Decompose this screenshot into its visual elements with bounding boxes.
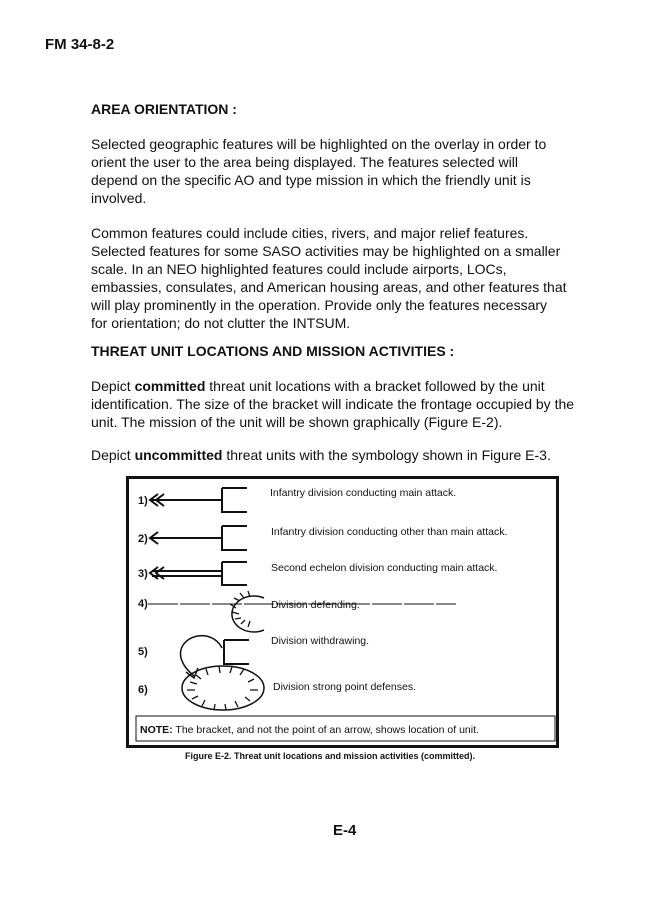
item-number: 3) (138, 568, 148, 580)
note-label: NOTE: (140, 724, 173, 736)
main-attack-arrow-icon (150, 488, 247, 512)
text: threat units with the symbology shown in Figure E-3. (222, 447, 551, 463)
defending-arc-icon (148, 591, 456, 632)
item-number: 6) (138, 684, 148, 696)
emphasis: committed (134, 378, 206, 394)
text: threat unit locations with a bracket followed by the unit identification. The size of the bracket will indicate the frontage occupied by the unit. The mission of the unit will be shown graphically (Figure E-2). (91, 378, 575, 430)
emphasis: uncommitted (134, 447, 223, 463)
paragraph (91, 446, 631, 464)
page-number: E-4 (333, 822, 357, 839)
strong-point-ellipse-icon (182, 666, 264, 710)
item-label: Division strong point defenses. (273, 681, 416, 693)
second-echelon-arrow-icon (150, 562, 247, 585)
paragraph: Common features could include cities, rivers, and major relief features. Selected features for some SASO activities may be highlighted on a smaller scale. In an NEO highlighted features could include airports, LOCs, embassies, consulates, and American housing areas, and other features that will play prominently in the operation. Provide only the features necessary for orientation; do not clutter the INTSUM. (91, 225, 567, 331)
item-number: 5) (138, 646, 148, 658)
figure-caption: Figure E-2. Threat unit locations and mission activities (committed). (184, 751, 476, 761)
text: Depict (91, 447, 135, 463)
withdrawing-arrow-icon (181, 636, 249, 678)
figure-note (140, 724, 479, 736)
document-header: FM 34-8-2 (45, 36, 115, 53)
item-number: 1) (138, 495, 148, 507)
other-attack-arrow-icon (150, 526, 247, 550)
item-label: Infantry division conducting other than main attack. (271, 526, 508, 538)
note-text: The bracket, and not the point of an arrow, shows location of unit. (172, 724, 479, 736)
paragraph: Selected geographic features will be highlighted on the overlay in order to orient the user to the area being displayed. The features selected will depend on the specific AO and type mission in which the friendly unit is involved. (91, 136, 547, 206)
section-heading-threat-unit: THREAT UNIT LOCATIONS AND MISSION ACTIVITIES : (91, 343, 455, 359)
section-heading-area-orientation: AREA ORIENTATION : (91, 101, 237, 117)
item-label: Division withdrawing. (271, 635, 370, 647)
item-number: 4) (138, 598, 148, 610)
item-label: Division defending. (271, 599, 360, 611)
text: Depict (91, 378, 135, 394)
figure-e2 (126, 476, 559, 748)
item-label: Infantry division conducting main attack. (270, 487, 457, 499)
paragraph (91, 377, 631, 431)
item-label: Second echelon division conducting main attack. (271, 562, 498, 574)
item-number: 2) (138, 533, 148, 545)
